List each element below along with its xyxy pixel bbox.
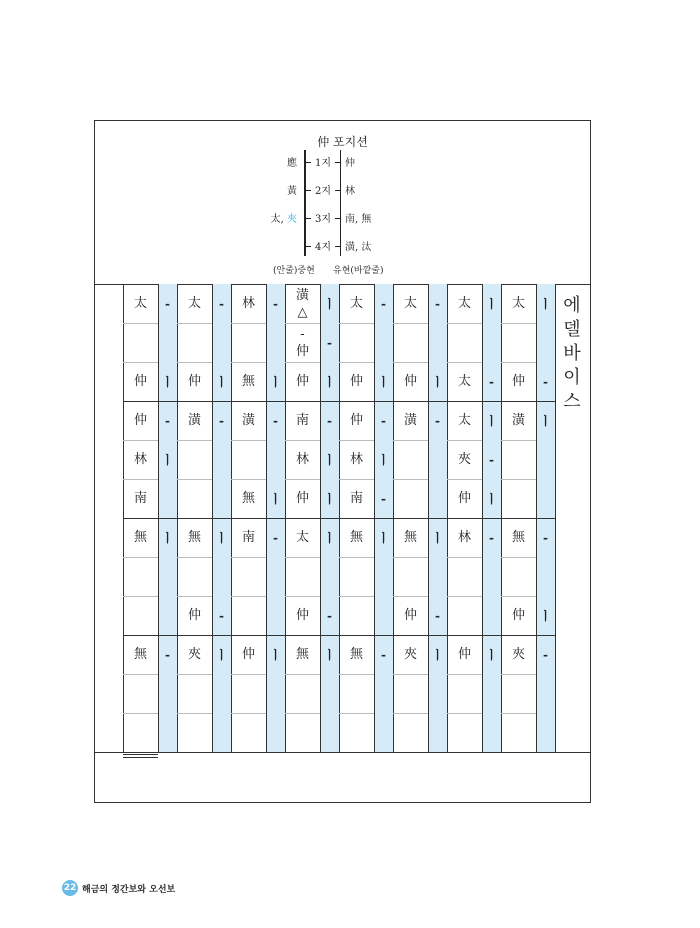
note-cell: 無	[403, 530, 417, 545]
score-frame	[94, 120, 591, 803]
position-diagram	[95, 121, 590, 285]
bowing-mark	[158, 596, 177, 635]
note-cell: - 仲	[295, 326, 309, 359]
bowing-mark	[374, 596, 393, 635]
note-cell: 仲	[511, 374, 525, 389]
bowing-mark: ㅣ	[269, 648, 282, 662]
bowing-mark: -	[273, 413, 278, 428]
bowing-mark: -	[543, 647, 548, 662]
left-note-1: 應	[287, 158, 297, 169]
right-note-3: 南, 無	[345, 214, 372, 225]
bowing-mark: ㅣ	[161, 453, 174, 467]
grid-right-border	[555, 284, 556, 752]
side-title-char: 에	[563, 295, 581, 316]
note-cell: 潢 △	[295, 287, 309, 320]
right-note-2: 林	[345, 186, 355, 197]
note-cell: 無	[349, 530, 363, 545]
note-cell	[231, 323, 266, 362]
note-cell	[501, 713, 536, 752]
finger-2: 2지	[305, 182, 341, 197]
outer-string-label: 유현(바깥줄)	[333, 266, 384, 276]
note-cell	[177, 674, 212, 713]
note-cell	[339, 674, 374, 713]
note-cell: 仲	[349, 374, 363, 389]
note-cell	[393, 440, 428, 479]
note-cell	[339, 557, 374, 596]
note-cell: 林	[241, 296, 255, 311]
note-cell: 仲	[403, 608, 417, 623]
bowing-mark	[428, 674, 447, 713]
side-title-char: 델	[563, 319, 581, 340]
note-cell	[285, 557, 320, 596]
note-cell: 仲	[133, 413, 147, 428]
note-cell: 無	[349, 647, 363, 662]
bowing-mark	[428, 440, 447, 479]
bowing-mark	[212, 323, 231, 362]
bowing-mark	[374, 674, 393, 713]
note-cell	[123, 713, 158, 752]
note-cell: 林	[457, 530, 471, 545]
note-cell: 夾	[403, 647, 417, 662]
note-cell: 太	[511, 296, 525, 311]
bowing-mark	[536, 557, 555, 596]
note-cell: 潢	[511, 413, 525, 428]
note-cell	[123, 557, 158, 596]
note-cell: 無	[241, 374, 255, 389]
bowing-mark	[158, 557, 177, 596]
note-cell	[177, 323, 212, 362]
note-cell	[447, 323, 482, 362]
highlighted-note: 夾	[287, 214, 297, 225]
bowing-mark: ㅣ	[539, 414, 552, 428]
bowing-mark: -	[327, 608, 332, 623]
note-cell	[177, 479, 212, 518]
note-cell: 無	[241, 491, 255, 506]
bowing-mark: -	[435, 413, 440, 428]
bowing-mark: -	[219, 413, 224, 428]
bowing-mark: -	[489, 374, 494, 389]
note-cell: 太	[457, 296, 471, 311]
note-cell	[447, 674, 482, 713]
note-cell	[447, 557, 482, 596]
bowing-mark: -	[273, 530, 278, 545]
note-cell: 太	[133, 296, 147, 311]
note-cell	[123, 596, 158, 635]
bowing-mark	[212, 440, 231, 479]
bowing-mark: -	[435, 608, 440, 623]
left-note-3-text: 太, 夾	[270, 214, 297, 225]
note-cell: 仲	[457, 491, 471, 506]
note-cell: 林	[349, 452, 363, 467]
grid-bottom-border	[95, 752, 590, 753]
diagram-title: 仲 포지션	[317, 135, 368, 149]
bowing-mark	[428, 713, 447, 752]
note-cell	[231, 557, 266, 596]
bowing-mark: ㅣ	[377, 375, 390, 389]
side-title-char: 스	[563, 391, 581, 412]
bowing-mark: ㅣ	[215, 375, 228, 389]
note-cell: 潢	[187, 413, 201, 428]
bowing-mark	[212, 674, 231, 713]
bowing-mark	[536, 440, 555, 479]
note-cell	[393, 479, 428, 518]
note-cell	[339, 596, 374, 635]
bowing-mark: ㅣ	[323, 297, 336, 311]
bowing-mark: -	[165, 296, 170, 311]
bowing-mark: ㅣ	[215, 648, 228, 662]
bowing-mark	[266, 674, 285, 713]
note-cell: 太	[349, 296, 363, 311]
bowing-mark	[320, 674, 339, 713]
note-cell	[393, 713, 428, 752]
note-cell	[393, 557, 428, 596]
bowing-mark	[158, 713, 177, 752]
note-cell: 夾	[187, 647, 201, 662]
note-cell	[285, 713, 320, 752]
bowing-mark: ㅣ	[485, 297, 498, 311]
bowing-mark: ㅣ	[485, 414, 498, 428]
note-cell	[501, 440, 536, 479]
note-cell: 仲	[403, 374, 417, 389]
note-cell	[393, 674, 428, 713]
note-cell: 夾	[457, 452, 471, 467]
bowing-mark	[482, 323, 501, 362]
side-title-char: 이	[563, 367, 581, 388]
bowing-mark	[158, 323, 177, 362]
note-cell: 仲	[187, 374, 201, 389]
note-cell: 林	[295, 452, 309, 467]
bowing-mark: ㅣ	[431, 648, 444, 662]
bowing-mark: -	[543, 374, 548, 389]
note-cell	[231, 596, 266, 635]
bowing-mark: -	[381, 413, 386, 428]
left-note-2: 黃	[287, 186, 297, 197]
note-cell: 南	[295, 413, 309, 428]
bowing-mark: -	[165, 413, 170, 428]
note-cell	[501, 674, 536, 713]
bowing-mark: -	[489, 452, 494, 467]
bowing-mark: -	[435, 296, 440, 311]
bowing-mark	[212, 713, 231, 752]
bowing-mark: ㅣ	[539, 609, 552, 623]
bowing-mark: -	[489, 530, 494, 545]
note-cell: 無	[187, 530, 201, 545]
note-cell	[231, 713, 266, 752]
bowing-mark	[320, 713, 339, 752]
note-cell: 林	[133, 452, 147, 467]
note-cell	[501, 479, 536, 518]
bowing-mark	[212, 557, 231, 596]
bowing-mark: ㅣ	[377, 531, 390, 545]
bowing-mark: ㅣ	[377, 453, 390, 467]
bowing-mark: -	[381, 647, 386, 662]
note-cell: 仲	[133, 374, 147, 389]
side-title-char: 바	[563, 343, 581, 364]
bowing-mark	[374, 323, 393, 362]
bowing-mark	[428, 479, 447, 518]
right-note-4: 潢, 汰	[345, 242, 372, 253]
note-cell: 仲	[241, 647, 255, 662]
left-note-3	[177, 210, 297, 225]
note-cell: 仲	[511, 608, 525, 623]
note-cell	[501, 323, 536, 362]
note-cell: 仲	[295, 374, 309, 389]
note-cell: 無	[511, 530, 525, 545]
bowing-mark	[536, 323, 555, 362]
note-cell: 仲	[295, 608, 309, 623]
bowing-mark: ㅣ	[485, 648, 498, 662]
note-cell: 潢	[241, 413, 255, 428]
note-cell: 太	[187, 296, 201, 311]
note-cell	[393, 323, 428, 362]
note-cell	[501, 557, 536, 596]
page-number: 22	[62, 880, 78, 896]
bowing-mark	[536, 479, 555, 518]
note-cell	[285, 674, 320, 713]
note-cell: 仲	[457, 647, 471, 662]
bowing-mark: ㅣ	[269, 492, 282, 506]
note-cell: 無	[295, 647, 309, 662]
bowing-mark: -	[327, 413, 332, 428]
note-cell: 無	[133, 530, 147, 545]
bowing-mark	[212, 479, 231, 518]
bowing-mark	[266, 557, 285, 596]
bowing-mark	[158, 479, 177, 518]
note-cell	[447, 596, 482, 635]
bowing-mark	[266, 323, 285, 362]
bowing-mark: ㅣ	[323, 453, 336, 467]
note-cell: 太	[457, 374, 471, 389]
bowing-mark: ㅣ	[485, 492, 498, 506]
note-cell: 太	[295, 530, 309, 545]
note-cell	[231, 674, 266, 713]
note-cell	[339, 713, 374, 752]
bowing-mark: ㅣ	[323, 375, 336, 389]
finger-1: 1지	[305, 154, 341, 169]
note-cell	[123, 674, 158, 713]
bowing-mark: ㅣ	[161, 375, 174, 389]
bowing-mark: -	[381, 491, 386, 506]
bowing-mark	[266, 440, 285, 479]
bowing-mark	[158, 674, 177, 713]
note-cell: 仲	[295, 491, 309, 506]
bowing-mark: ㅣ	[431, 375, 444, 389]
inner-string-label: (안줄)중현	[273, 266, 315, 276]
note-cell: 無	[133, 647, 147, 662]
bowing-mark	[266, 713, 285, 752]
note-cell	[177, 713, 212, 752]
note-cell: 南	[133, 491, 147, 506]
bowing-mark	[536, 713, 555, 752]
bowing-mark	[482, 674, 501, 713]
bowing-mark: ㅣ	[323, 531, 336, 545]
bowing-mark: -	[219, 296, 224, 311]
bowing-mark: ㅣ	[269, 375, 282, 389]
bowing-mark	[374, 713, 393, 752]
note-cell: 潢	[403, 413, 417, 428]
bowing-mark: -	[165, 647, 170, 662]
note-cell: 仲	[187, 608, 201, 623]
note-cell: 太	[403, 296, 417, 311]
note-cell: 南	[349, 491, 363, 506]
note-cell	[339, 323, 374, 362]
bowing-mark: -	[219, 608, 224, 623]
bowing-mark	[320, 557, 339, 596]
note-cell	[231, 440, 266, 479]
bowing-mark: ㅣ	[323, 492, 336, 506]
note-cell	[447, 713, 482, 752]
note-cell	[177, 557, 212, 596]
bowing-mark	[482, 596, 501, 635]
bowing-mark: ㅣ	[539, 297, 552, 311]
bowing-mark	[266, 596, 285, 635]
bowing-mark: -	[273, 296, 278, 311]
right-note-1: 仲	[345, 158, 355, 169]
bowing-mark	[428, 323, 447, 362]
bowing-mark	[428, 557, 447, 596]
note-cell: 南	[241, 530, 255, 545]
bowing-mark: ㅣ	[215, 531, 228, 545]
bowing-mark	[536, 674, 555, 713]
bowing-mark: -	[327, 335, 332, 350]
bowing-mark: ㅣ	[323, 648, 336, 662]
bowing-mark	[374, 557, 393, 596]
bowing-mark: -	[381, 296, 386, 311]
bowing-mark: ㅣ	[431, 531, 444, 545]
short-rule	[123, 754, 158, 758]
page-footer	[62, 880, 175, 896]
bowing-mark: ㅣ	[161, 531, 174, 545]
bowing-mark	[482, 713, 501, 752]
footer-title: 해금의 정간보와 오선보	[82, 884, 176, 895]
finger-4: 4지	[305, 238, 341, 253]
finger-3: 3지	[305, 210, 341, 225]
bowing-mark	[482, 557, 501, 596]
note-cell	[177, 440, 212, 479]
note-cell: 夾	[511, 647, 525, 662]
bowing-mark: -	[543, 530, 548, 545]
note-cell: 太	[457, 413, 471, 428]
note-cell	[123, 323, 158, 362]
note-cell: 仲	[349, 413, 363, 428]
